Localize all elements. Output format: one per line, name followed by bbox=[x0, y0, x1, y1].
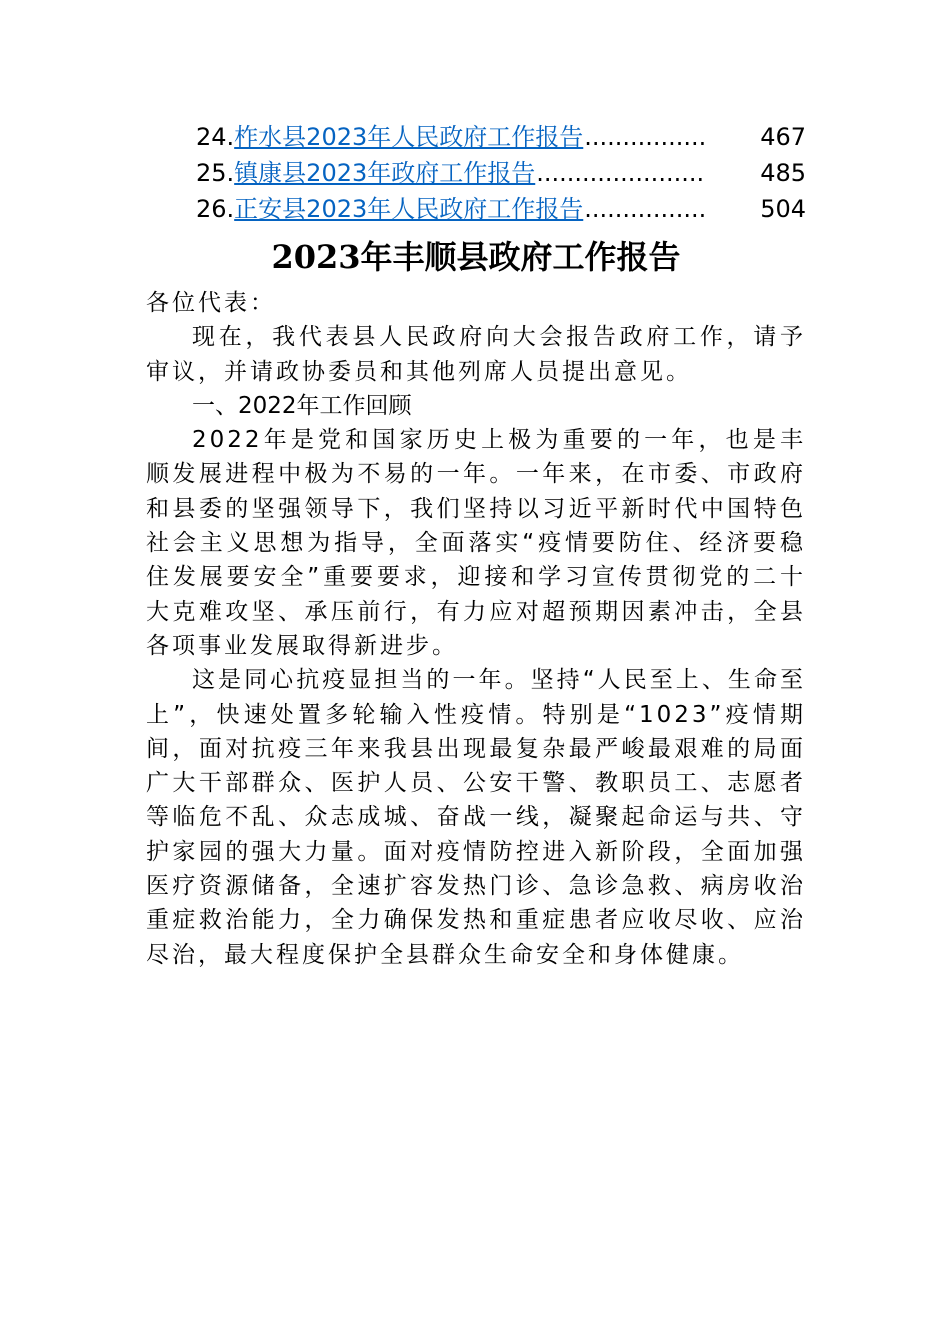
toc-entry-link[interactable]: 镇康县2023年政府工作报告 bbox=[234, 159, 536, 187]
toc-entry bbox=[196, 189, 806, 225]
toc-entry-page: 467 bbox=[760, 123, 806, 151]
toc-entry-leader: ................ bbox=[584, 123, 707, 151]
toc-entry-link[interactable]: 柞水县2023年人民政府工作报告 bbox=[234, 123, 584, 151]
paragraph: 现在，我代表县人民政府向大会报告政府工作，请予审议，并请政协委员和其他列席人员提出意见。 bbox=[146, 324, 806, 385]
toc-entry bbox=[196, 153, 806, 189]
toc-entry-link[interactable]: 正安县2023年人民政府工作报告 bbox=[234, 195, 584, 223]
salutation: 各位代表： bbox=[146, 290, 276, 316]
toc-entry-number: 24. bbox=[196, 123, 235, 151]
toc-entry-number: 25. bbox=[196, 159, 235, 187]
toc-entry-number: 26. bbox=[196, 195, 235, 223]
paragraph: 这是同心抗疫显担当的一年。坚持“人民至上、生命至上”，快速处置多轮输入性疫情。特别是“1023”疫情期间，面对抗疫三年来我县出现最复杂最严峻最艰难的局面广大干部群众、医护人员、公安干警、教职员工、志愿者等临危不乱、众志成城、奋战一线，凝聚起命运与共、守护家园的强大力量。面对疫情防控进入新阶段，全面加强医疗资源储备，全速扩容发热门诊、急诊急救、病房收治重症救治能力，全力确保发热和重症患者应收尽收、应治尽治，最大程度保护全县群众生命安全和身体健康。 bbox=[146, 667, 806, 968]
paragraph: 2022年是党和国家历史上极为重要的一年，也是丰顺发展进程中极为不易的一年。一年来，在市委、市政府和县委的坚强领导下，我们坚持以习近平新时代中国特色社会主义思想为指导，全面落实“疫情要防住、经济要稳住发展要安全”重要要求，迎接和学习宣传贯彻党的二十大克难攻坚、承压前行，有力应对超预期因素冲击，全县各项事业发展取得新进步。 bbox=[146, 427, 806, 659]
toc-entry-leader: ...................... bbox=[536, 159, 705, 187]
toc-entry-leader: ................ bbox=[584, 195, 707, 223]
document-body bbox=[146, 286, 806, 972]
table-of-contents bbox=[196, 117, 806, 225]
document-title: 2023年丰顺县政府工作报告 bbox=[271, 238, 681, 276]
section-heading: 一、2022年工作回顾 bbox=[192, 392, 412, 419]
toc-entry bbox=[196, 117, 806, 153]
toc-entry-page: 485 bbox=[760, 159, 806, 187]
toc-entry-page: 504 bbox=[760, 195, 806, 223]
